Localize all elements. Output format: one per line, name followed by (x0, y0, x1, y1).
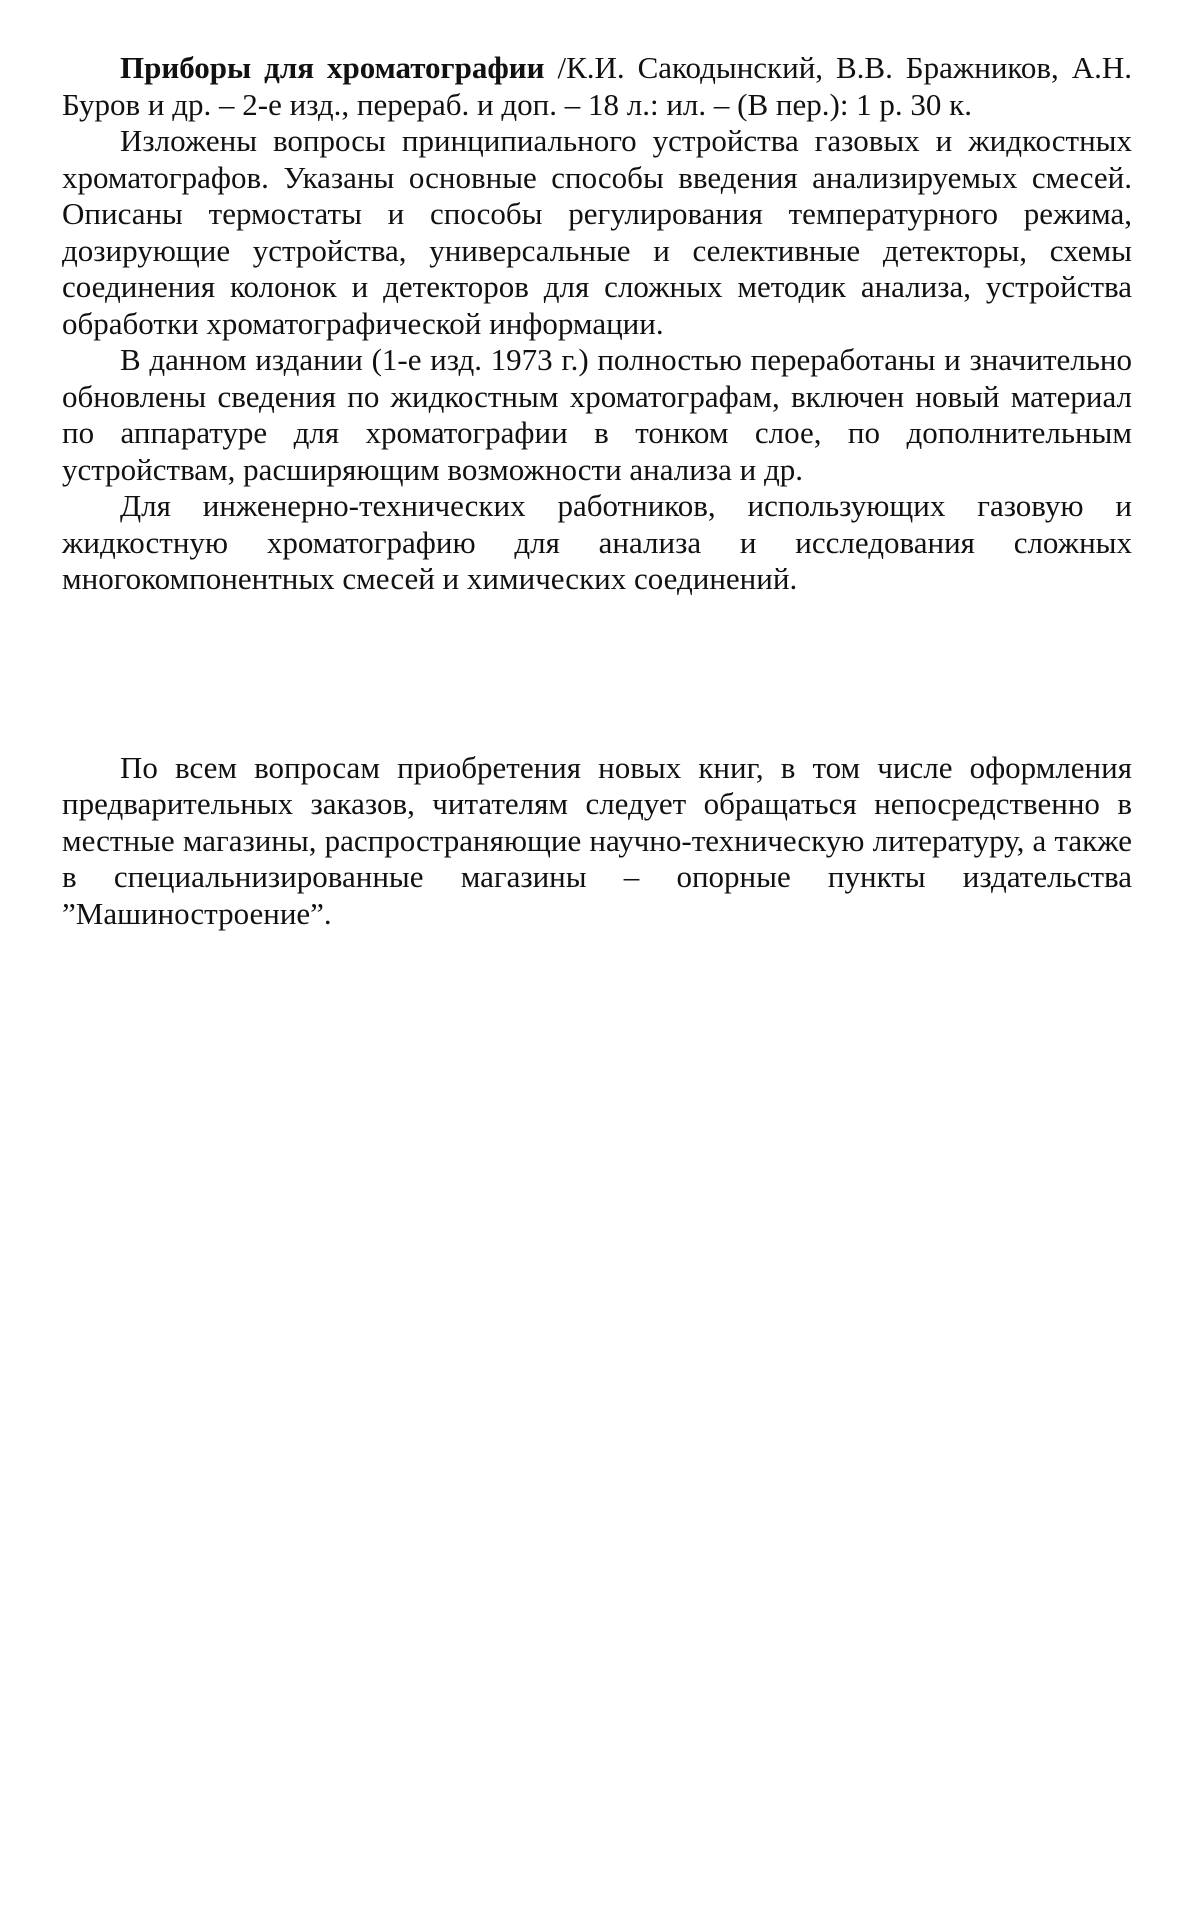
publisher-notice-block (62, 750, 1132, 933)
bibliographic-details: /К.И. Сакодынский, В.В. Бражников, А.Н. Буров и др. – 2-е изд., перераб. и доп. – 18 л.: ил. – (В пер.): 1 р. 30 к. (62, 50, 1133, 122)
abstract-paragraph-audience: Для инженерно-технических работников, использующих газовую и жидкостную хроматографию для анализа и исследования сложных многокомпонентных смесей и химических соединений. (62, 488, 1132, 596)
section-spacer (62, 598, 1132, 750)
book-title: Приборы для хроматографии (120, 50, 545, 85)
publisher-notice: По всем вопросам приобретения новых книг, в том числе оформления предварительных заказов, читателям следует обращаться непосредственно в местные магазины, распространяющие научно-техническую литературу, а также в специальнизированные магазины – опорные пункты издательства ”Машиностроение”. (62, 749, 1132, 931)
abstract-paragraph-contents: Изложены вопросы принципиального устройства газовых и жидкостных хроматографов. Указаны основные способы введения анализируемых смесей. Описаны термостаты и способы регулирования температурного режима, дозирующие устройства, универсальные и селективные детекторы, схемы соединения колонок и детекторов для сложных методик анализа, устройства обработки хроматографической информации. (62, 123, 1132, 341)
annotation-block (62, 50, 1132, 598)
page (62, 50, 1132, 932)
bibliographic-entry (62, 50, 1132, 123)
abstract-paragraph-edition: В данном издании (1-е изд. 1973 г.) полностью переработаны и значительно обновлены сведения по жидкостным хроматографам, включен новый материал по аппаратуре для хроматографии в тонком слое, по дополнительным устройствам, расширяющим возможности анализа и др. (62, 342, 1132, 487)
